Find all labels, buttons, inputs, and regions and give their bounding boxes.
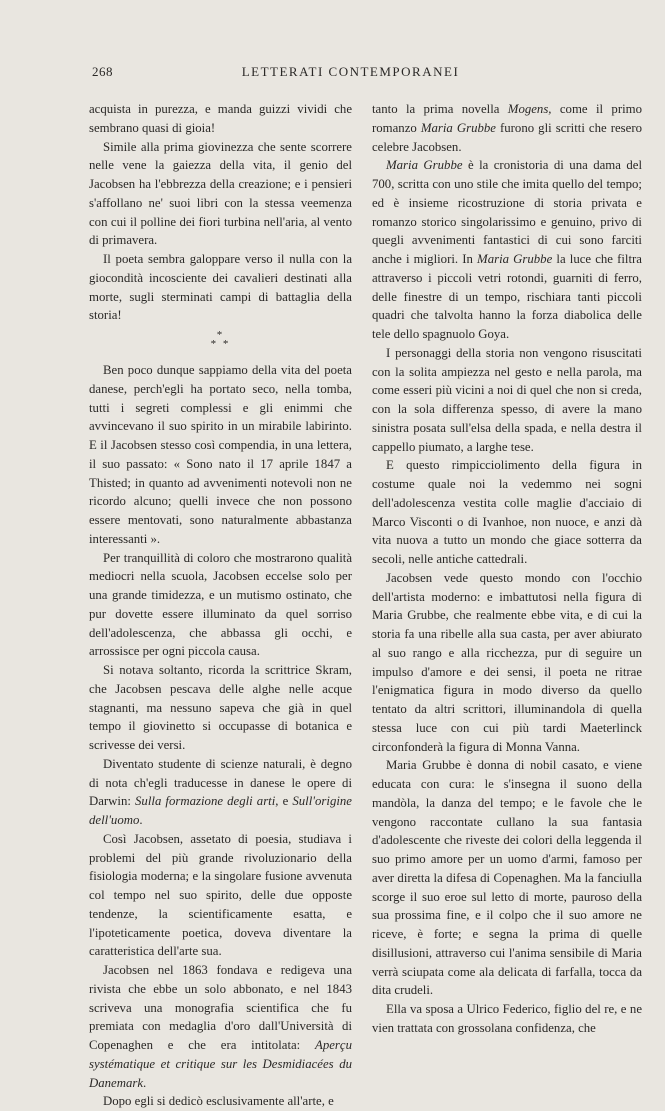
paragraph: Maria Grubbe è la cronistoria di una dama del 700, scritta con uno stile che imita quello del tempo; ed è insieme ricostruzione di storia privata e romanzo storico singolarissimo e genuino, privo di quegli avvenimenti fantastici di cui sono farciti anche i migliori. In Maria Grubbe la luce che filtra attraverso i piccoli vetri rotondi, guarniti di ferro, delle finestre di un tempo, rischiara tanti piccoli quadri che talvolta hanno la forza diabolica delle tele dello spagnuolo Goya. [372, 158, 642, 341]
book-title: Aperçu systématique et critique sur les Desmidiacées du Danemark [89, 1038, 352, 1090]
book-title: Sull'origine dell'uomo [89, 794, 352, 827]
page-header [92, 64, 579, 84]
paragraph: tanto la prima novella Mogens, come il primo romanzo Maria Grubbe furono gli scritti che resero celebre Jacobsen. [372, 102, 642, 154]
left-column [89, 100, 352, 1111]
running-title: LETTERATI CONTEMPORANEI [241, 64, 460, 79]
paragraph: Maria Grubbe è donna di nobil casato, e viene educata con cura: le s'insegna il suono della mandòla, la danza del tempo; e le favole che le vengono raccontate cullano la sua fantasia d'adolescente che riveste dei colori della leggenda il suo primo amore per un uomo d'armi, famoso per aver diretta la difesa di Copenaghen. Ma la fanciulla scorge il suo eroe sul letto di morte, pauroso della sua prossima fine, e il colpo che il suo amore ne riceve, è forte; e segna la prima di quelle disillusioni, attraverso cui l'anima sensibile di Maria verrà sciupata come ala delicata di farfalla, tocca da dita crudeli. [372, 758, 642, 998]
page-number: 268 [92, 64, 113, 79]
book-title: Sulla formazione degli arti [135, 794, 276, 809]
book-title: Maria Grubbe [386, 158, 463, 173]
paragraph: acquista in purezza, e manda guizzi vividi che sembrano quasi di gioia! [89, 102, 352, 135]
paragraph: Simile alla prima giovinezza che sente scorrere nelle vene la gaiezza della vita, il genio del Jacobsen ha l'ebbrezza della creazione; e i pensieri s'affollano ne' suoi libri con la stessa veemenza con cui il polline dei fiori turbina nell'aria, al vento di primavera. [89, 139, 352, 248]
paragraph: I personaggi della storia non vengono risuscitati con la solita ampiezza nel gesto e nella parola, ma come esseri più vicini a noi di quel che non si creda, con la sola differenza spesso, di avere la mano sinistra posata sull'elsa della spada, e nella destra il cappello piumato, a larghe tese. [372, 345, 642, 454]
paragraph: Il poeta sembra galoppare verso il nulla con la giocondità incosciente dei cavalieri destinati alla morte, sugli sterminati campi di battaglia della storia! [89, 252, 352, 323]
paragraph: Diventato studente di scienze naturali, è degno di nota ch'egli traducesse in danese le opere di Darwin: Sulla formazione degli arti, e Sull'origine dell'uomo. [89, 756, 352, 827]
book-title: Maria Grubbe [477, 252, 553, 266]
paragraph: Ella va sposa a Ulrico Federico, figlio del re, e ne vien trattata con grossolana confidenza, che [372, 1002, 642, 1035]
right-column [372, 100, 642, 1038]
paragraph: Dopo egli si dedicò esclusivamente all'arte, e [103, 1094, 334, 1109]
paragraph: Jacobsen nel 1863 fondava e redigeva una rivista che ebbe un solo abbonato, e nel 1843 scriveva una monografia scientifica che fu premiata con medaglia d'oro dall'Università di Copenaghen e che era intitolata: Aperçu systématique et critique sur les Desmidiacées du Danemark. [89, 963, 352, 1090]
paragraph: Per tranquillità di coloro che mostrarono qualità mediocri nella scuola, Jacobsen eccelse solo per una grande timidezza, e un mutismo ostinato, che pur dovette essere illuminato da quel sorriso dell'adolescenza, che abbassa gli occhi, e arrossisce per ogni piccola causa. [89, 550, 352, 659]
paragraph: Così Jacobsen, assetato di poesia, studiava i problemi del più grande rivoluzionario della fisiologia moderna; e la singolare fusione avvenuta col tempo nel suo spirito, delle due opposte tendenze, la scientificamente esatta, e l'ipoteticamente poetica, doveva diventare la caratteristica dell'arte sua. [89, 831, 352, 959]
book-title: Maria Grubbe [420, 120, 496, 135]
paragraph: Jacobsen vede questo mondo con l'occhio dell'artista moderno: e imbattutosi nella figura di Maria Grubbe, che realmente ebbe vita, e di cui la storia fa una ribelle alla sua casta, per aver abiurato al suo rango e alla ricchezza, pur di seguire un impulso d'amore e dei sensi, il poeta ne ritrae l'enigmatica figura in modo diverso da quello tentato da altri scrittori, illuminandola di quella stessa luce con cui più tardi Maeterlinck circonfonderà la figura di Monna Vanna. [372, 570, 642, 754]
section-separator: * * * [210, 329, 231, 350]
paragraph: Si notava soltanto, ricorda la scrittrice Skram, che Jacobsen pescava delle alghe nelle acque stagnanti, ma nessuno sapeva che già in quel tempo il giovinetto si occupasse di botanica e scrivesse dei versi. [89, 663, 352, 752]
paragraph: E questo rimpicciolimento della figura in costume quale noi la vedemmo nei sogni dell'adolescenza vestita colle maglie d'acciaio di Marco Visconti o di Ivanhoe, non nuoce, e anzi dà vita nuova a tutto un mondo che giace sotterra da secoli, nelle antiche cattedrali. [372, 458, 642, 566]
book-title: Mogens, [507, 102, 552, 116]
paragraph: Ben poco dunque sappiamo della vita del poeta danese, perch'egli ha portato seco, nella tomba, tutti i segreti complessi e gli enimmi che avvincevano il suo spirito in un mirabile labirinto. E il Jacobsen stesso così compendia, in una lettera, il suo passato: « Sono nato il 17 aprile 1847 a Thisted; in quanto ad avvenimenti notevoli non ne ricordo alcuno; quelli invece che non possono essere mentovati, sono naturalmente abbastanza interessanti ». [89, 363, 352, 546]
